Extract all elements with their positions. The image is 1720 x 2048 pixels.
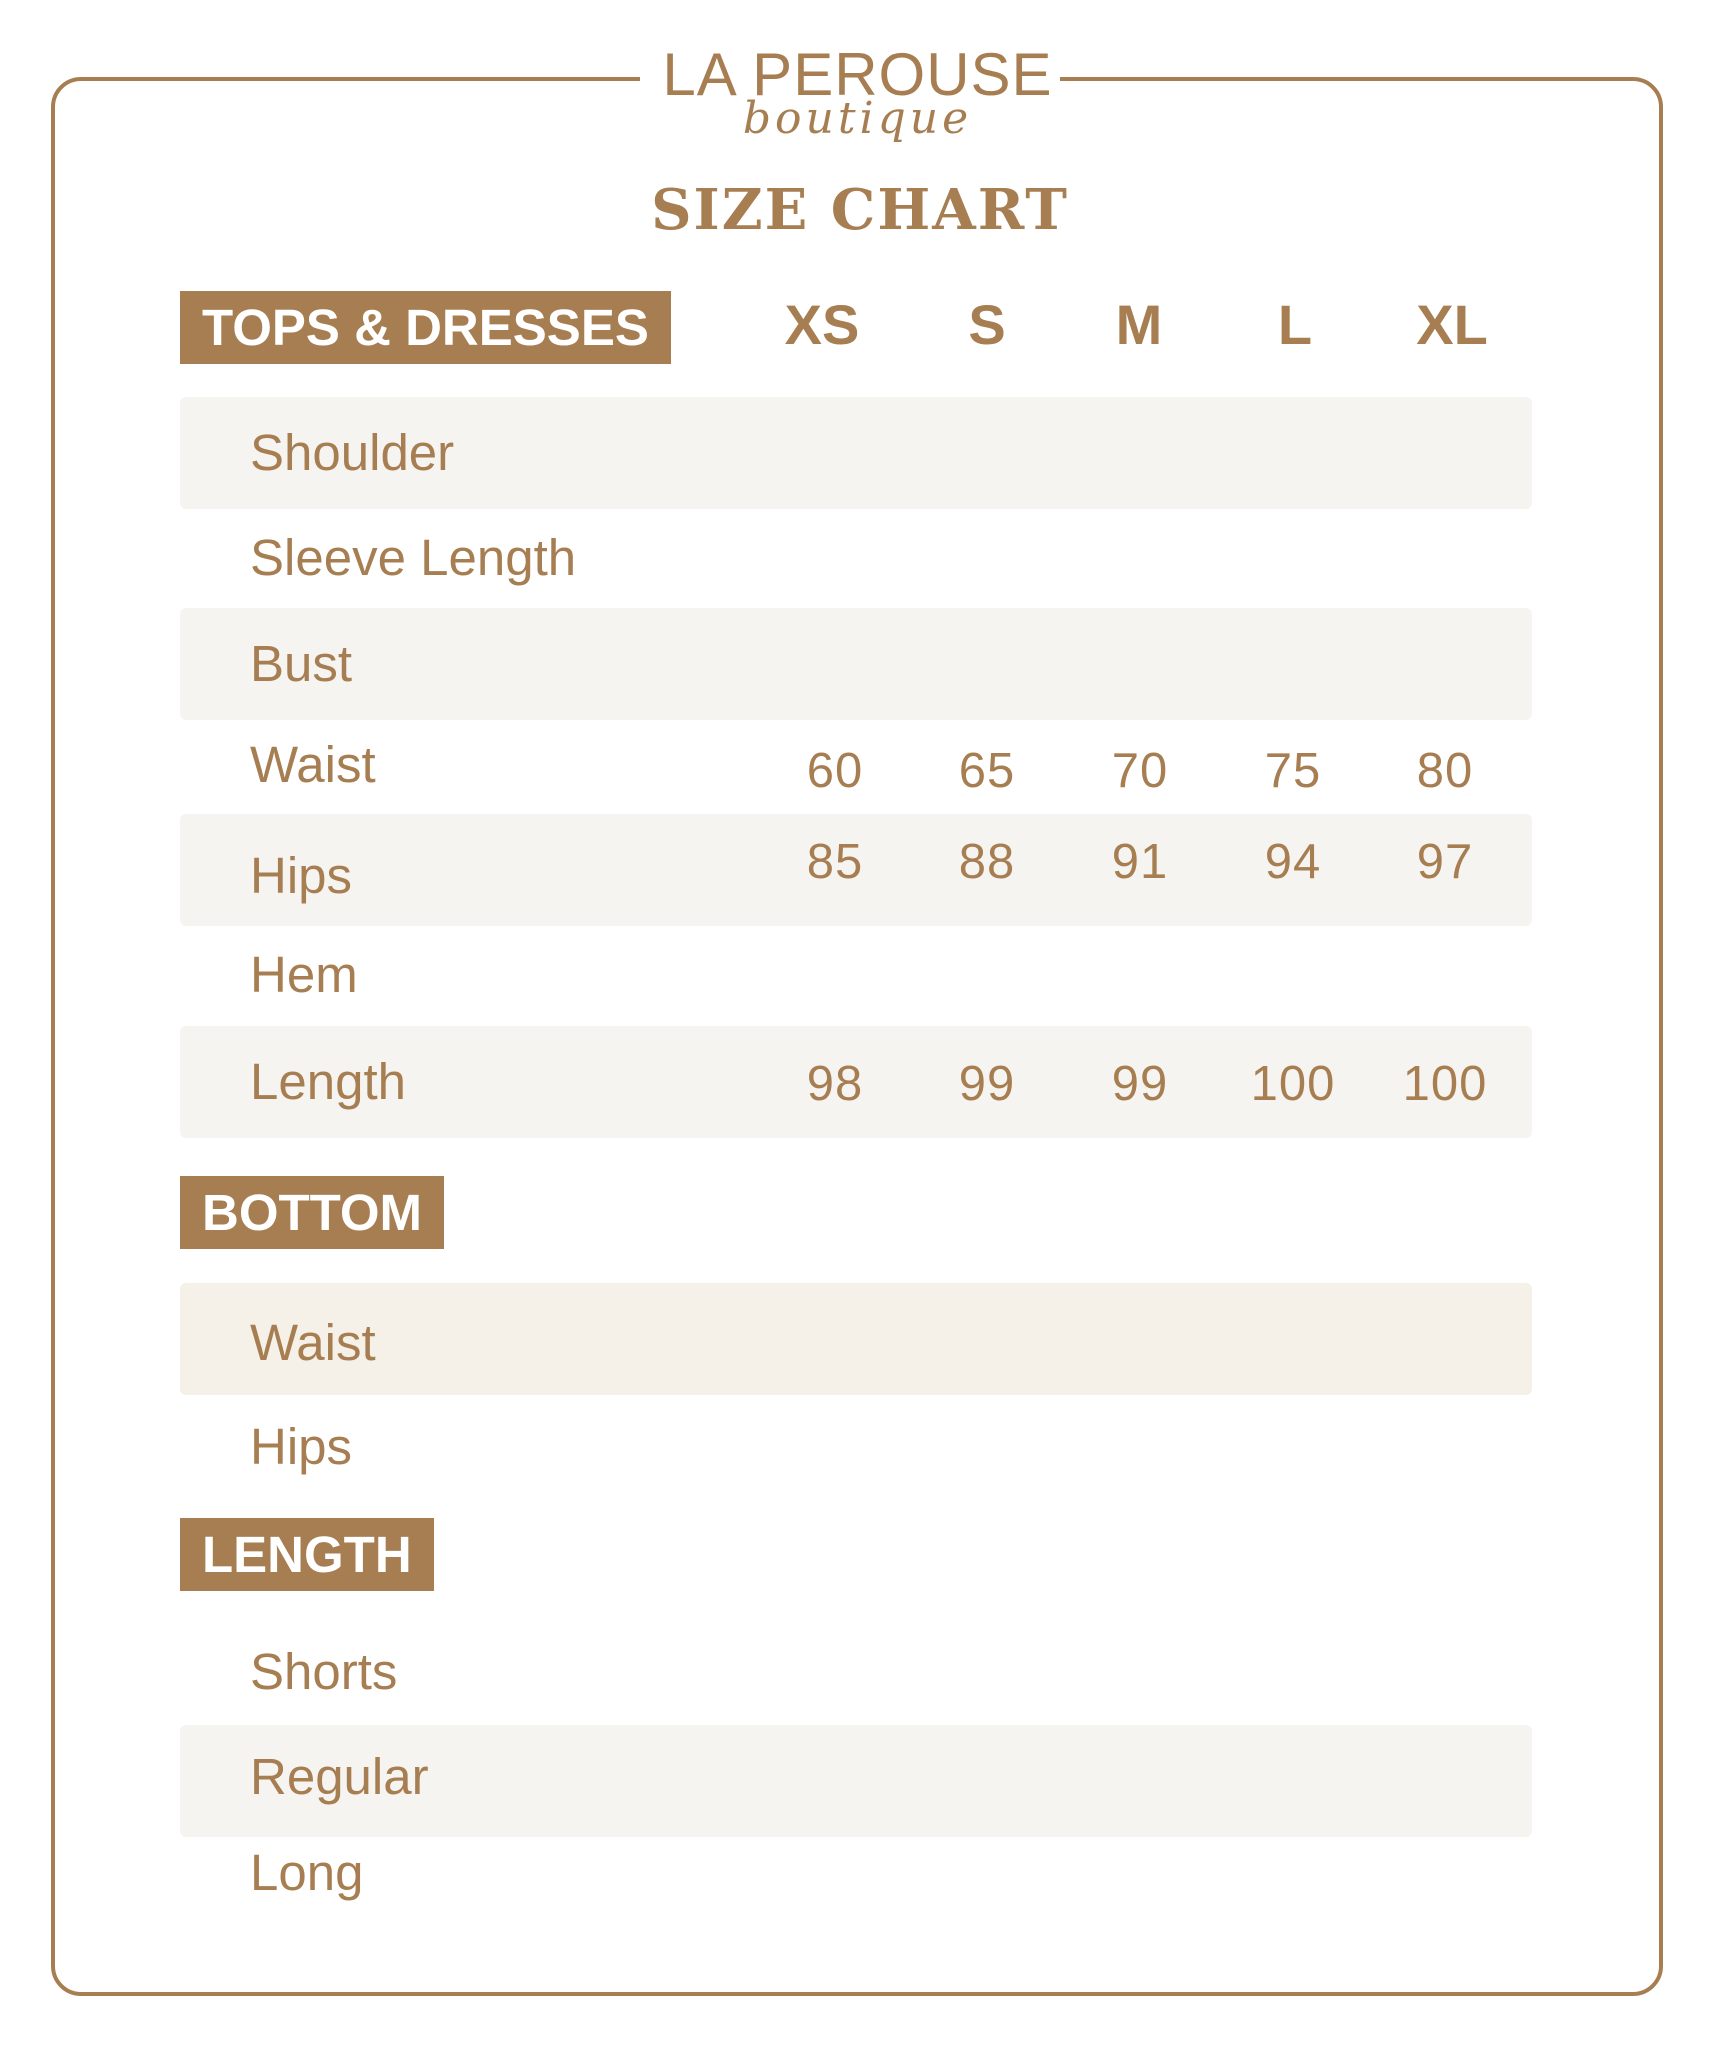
size-header-xl: XL	[1416, 293, 1488, 356]
table-row	[180, 709, 1532, 821]
table-row	[180, 502, 1532, 614]
row-label: Shoulder	[250, 424, 455, 481]
cell-l: 100	[1250, 1057, 1336, 1111]
table-row	[180, 1725, 1532, 1837]
size-header-s: S	[968, 293, 1006, 356]
table-row	[180, 814, 1532, 926]
table-row	[180, 1616, 1532, 1728]
row-label: Shorts	[250, 1643, 398, 1700]
table-row	[180, 1829, 1532, 1941]
row-label: Length	[250, 1053, 406, 1110]
cell-s: 88	[958, 835, 1016, 889]
table-row	[180, 1283, 1532, 1395]
cell-l: 94	[1264, 835, 1322, 889]
cell-xl: 100	[1402, 1057, 1488, 1111]
row-label: Waist	[250, 736, 376, 793]
table-row	[180, 397, 1532, 509]
row-label: Sleeve Length	[250, 529, 577, 586]
cell-xl: 80	[1416, 744, 1474, 798]
brand-logo-script: boutique	[742, 93, 973, 144]
cell-s: 65	[958, 744, 1016, 798]
size-header-xs: XS	[784, 293, 860, 356]
row-label: Regular	[250, 1748, 429, 1805]
cell-m: 99	[1111, 1057, 1169, 1111]
section-label-length: LENGTH	[180, 1518, 434, 1591]
cell-m: 91	[1111, 835, 1169, 889]
section-label-tops: TOPS & DRESSES	[180, 291, 671, 364]
row-label: Bust	[250, 635, 353, 692]
cell-xs: 98	[806, 1057, 864, 1111]
table-row	[180, 1391, 1532, 1503]
size-header-m: M	[1115, 293, 1163, 356]
cell-l: 75	[1264, 744, 1322, 798]
row-label: Hem	[250, 946, 358, 1003]
section-label-bottom: BOTTOM	[180, 1176, 444, 1249]
row-label: Waist	[250, 1314, 376, 1371]
cell-m: 70	[1111, 744, 1169, 798]
row-label: Long	[250, 1844, 364, 1901]
table-row	[180, 1026, 1532, 1138]
size-header-l: L	[1277, 293, 1313, 356]
brand-logo: LA PEROUSE	[662, 41, 1053, 108]
table-row	[180, 608, 1532, 720]
cell-xs: 60	[806, 744, 864, 798]
table-row	[180, 919, 1532, 1031]
cell-xs: 85	[806, 835, 864, 889]
row-label: Hips	[250, 1418, 353, 1475]
cell-s: 99	[958, 1057, 1016, 1111]
row-label: Hips	[250, 847, 353, 904]
page-title: SIZE CHART	[651, 177, 1069, 243]
cell-xl: 97	[1416, 835, 1474, 889]
